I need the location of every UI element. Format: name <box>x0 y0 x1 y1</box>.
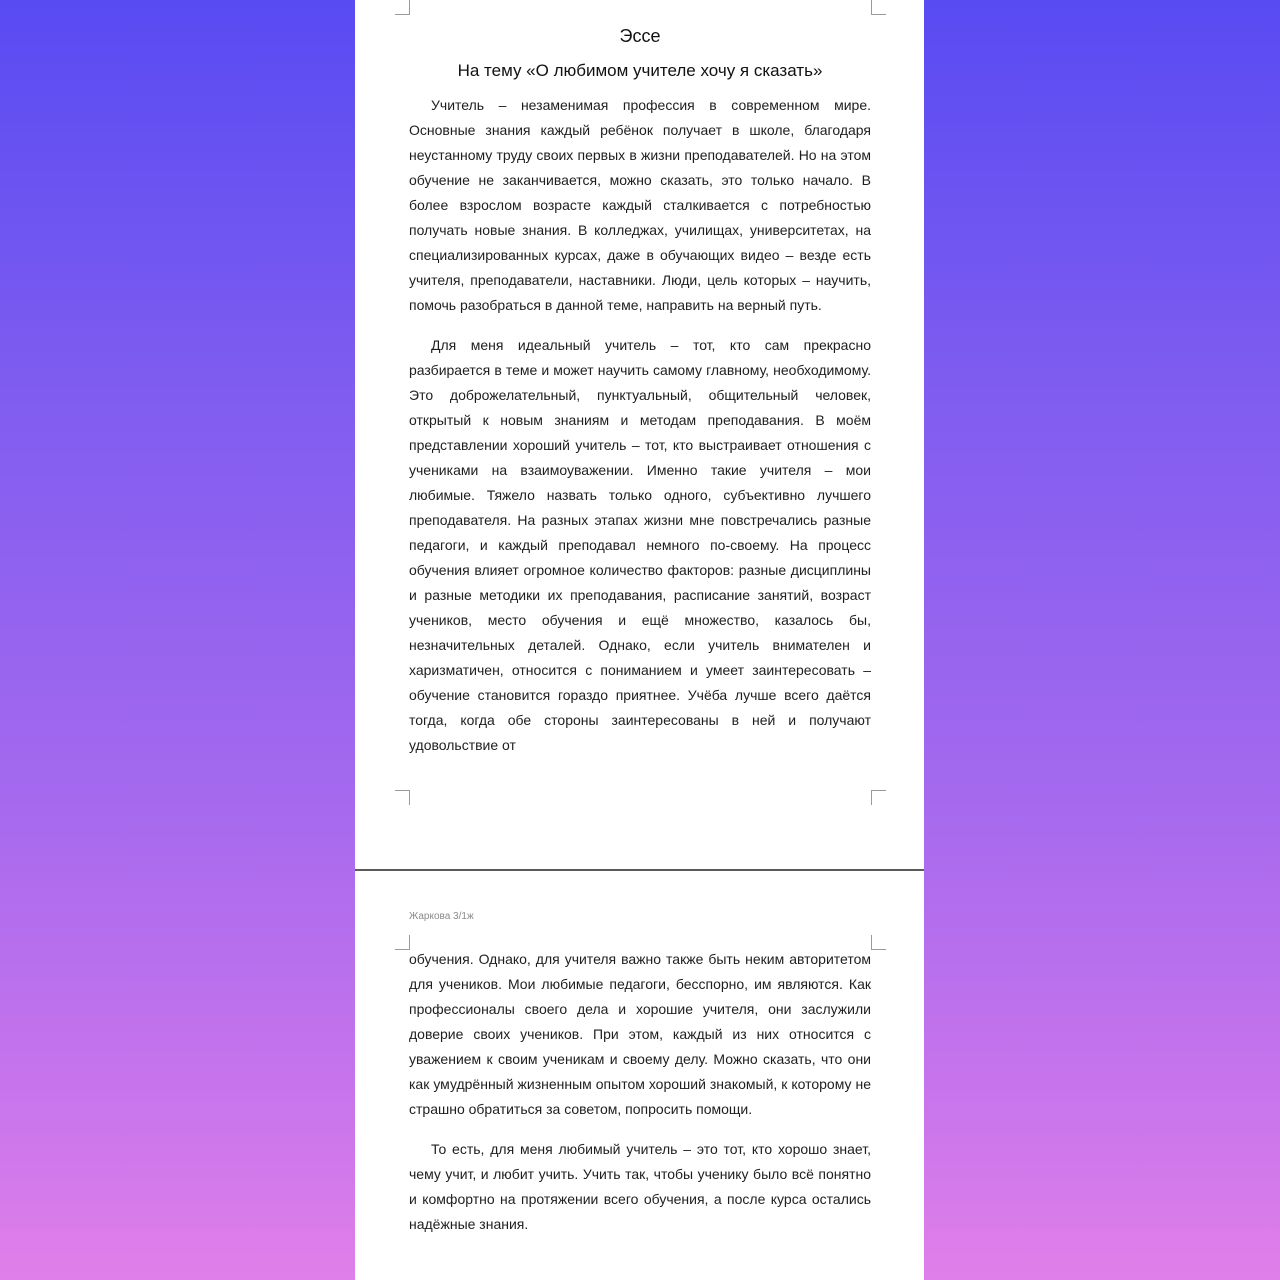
margin-marker-top-right <box>871 0 886 15</box>
paragraph-2: Для меня идеальный учитель – тот, кто сам прекрасно разбирается в теме и может научить самому главному, необходимому. Это доброжелательный, пунктуальный, общительный человек, открытый к новым знаниям и методам преподавания. В моём представлении хороший учитель – тот, кто выстраивает отношения с учениками на взаимоуважении. Именно такие учителя – мои любимые. Тяжело назвать только одного, субъективно лучшего преподавателя. На разных этапах жизни мне повстречались разные педагоги, и каждый преподавал немного по-своему. На процесс обучения влияет огромное количество факторов: разные дисциплины и разные методики их преподавания, расписание занятий, возраст учеников, место обучения и ещё множество, казалось бы, незначительных деталей. Однако, если учитель внимателен и харизматичен, относится с пониманием и умеет заинтересовать – обучение становится гораздо приятнее. Учёба лучше всего даётся тогда, когда обе стороны заинтересованы в ней и получают удовольствие от <box>409 337 871 753</box>
margin-marker-page2-top-right <box>871 935 886 950</box>
page-1-body <box>409 93 871 785</box>
document-subtitle: На тему «О любимом учителе хочу я сказать» <box>457 61 823 80</box>
margin-marker-bottom-left <box>395 790 410 805</box>
paragraph-3: То есть, для меня любимый учитель – это тот, кто хорошо знает, чему учит, и любит учить. Учить так, чтобы ученику было всё понятно и комфортно на протяжении всего обучения, а после курса остались надёжные знания. <box>409 1141 871 1232</box>
page-2-body <box>409 947 871 1252</box>
document-viewer[interactable] <box>355 0 924 1280</box>
paragraph-1: Учитель – незаменимая профессия в современном мире. Основные знания каждый ребёнок получает в школе, благодаря неустанному труду своих первых в жизни преподавателей. Но на этом обучение не заканчивается, можно сказать, это только начало. В более взрослом возрасте каждый сталкивается с потребностью получать новые знания. В колледжах, училищах, университетах, на специализированных курсах, даже в обучающих видео – везде есть учителя, преподаватели, наставники. Люди, цель которых – научить, помочь разобраться в данной теме, направить на верный путь. <box>409 97 871 313</box>
margin-marker-bottom-right <box>871 790 886 805</box>
margin-marker-top-left <box>395 0 410 15</box>
document-title: Эссе <box>619 26 661 46</box>
paragraph-2-continued: обучения. Однако, для учителя важно также быть неким авторитетом для учеников. Мои любимые педагоги, бесспорно, им являются. Как профессионалы своего дела и хорошие учителя, они заслужили доверие своих учеников. При этом, каждый из них относится с уважением к своим ученикам и своему делу. Можно сказать, что они как умудрённый жизненным опытом хороший знакомый, к которому не страшно обратиться за советом, попросить помощи. <box>409 951 871 1117</box>
document-page-1 <box>355 0 924 870</box>
margin-marker-page2-top-left <box>395 935 410 950</box>
page-header-text: Жаркова 3/1ж <box>409 911 474 922</box>
